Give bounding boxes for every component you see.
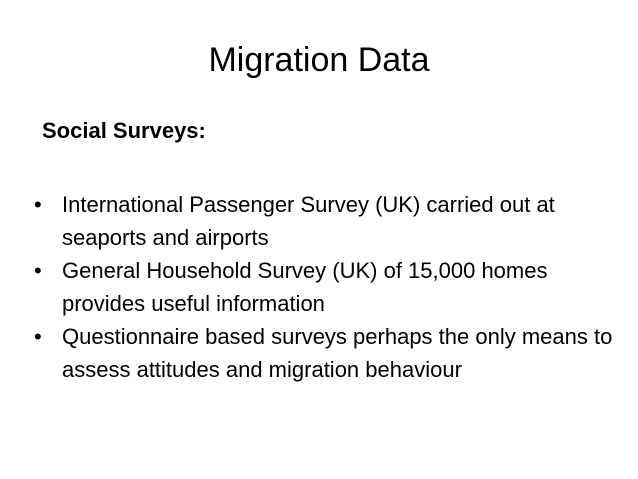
bullet-list [34, 188, 614, 386]
slide-title: Migration Data [208, 41, 430, 79]
bullet-text: General Household Survey (UK) of 15,000 homes provides useful information [62, 258, 548, 316]
bullet-text: Questionnaire based surveys perhaps the only means to assess attitudes and migration behaviour [62, 324, 613, 382]
bullet-item [34, 188, 614, 254]
bullet-text: International Passenger Survey (UK) carried out at seaports and airports [62, 192, 555, 250]
section-subheading: Social Surveys: [42, 118, 206, 143]
bullet-marker: • [34, 192, 42, 217]
bullet-marker: • [34, 258, 42, 283]
bullet-marker: • [34, 324, 42, 349]
bullet-item [34, 254, 614, 320]
bullet-item [34, 320, 614, 386]
